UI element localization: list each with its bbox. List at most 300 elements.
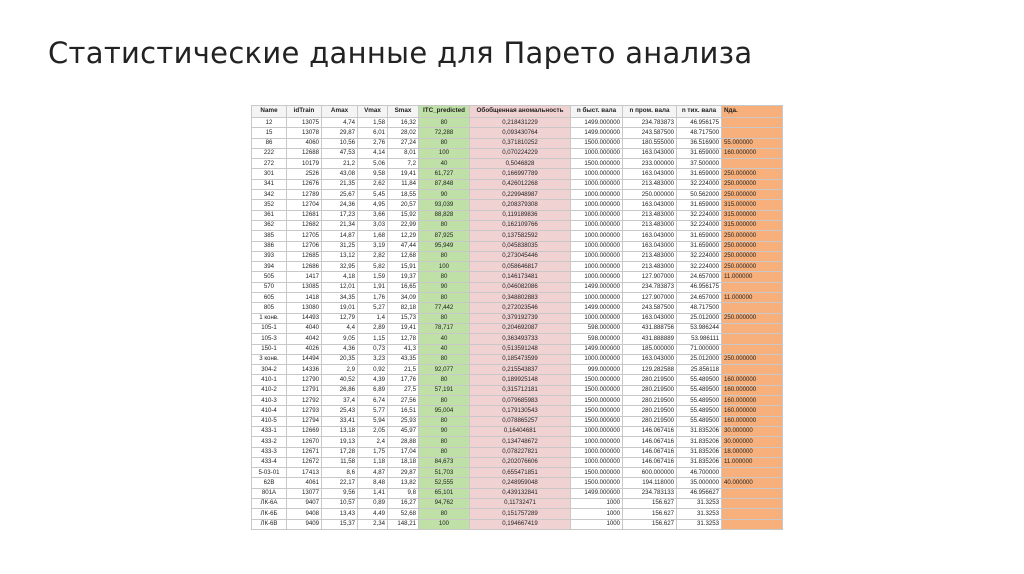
table-cell-itc-predicted: 57,191 — [419, 385, 470, 395]
table-cell-n-slow-shaft: 31.659000 — [677, 169, 722, 179]
table-row — [252, 498, 783, 508]
table-cell-n-slow-shaft: 48.717500 — [677, 303, 722, 313]
table-cell-vmax: 5,45 — [358, 190, 388, 200]
table-cell-amax: 9,05 — [322, 334, 358, 344]
table-cell-power — [722, 468, 783, 478]
table-cell-anomaly: 0,439132841 — [470, 488, 571, 498]
table-cell-smax: 15,92 — [388, 210, 419, 220]
table-cell-n-mid-shaft: 156.627 — [623, 498, 677, 508]
table-cell-n-fast-shaft: 1500.000000 — [571, 416, 623, 426]
table-cell-n-fast-shaft: 1000.000000 — [571, 251, 623, 261]
table-cell-smax: 47,44 — [388, 241, 419, 251]
table-cell-vmax: 1,58 — [358, 118, 388, 128]
table-cell-idtrain: 9409 — [287, 519, 322, 529]
table-cell-n-fast-shaft: 1000.000000 — [571, 262, 623, 272]
table-cell-power: 55.000000 — [722, 138, 783, 148]
table-cell-anomaly: 0,166997789 — [470, 169, 571, 179]
table-cell-vmax: 6,74 — [358, 396, 388, 406]
table-cell-power: 11.000000 — [722, 457, 783, 467]
table-cell-power — [722, 365, 783, 375]
table-cell-smax: 28,02 — [388, 128, 419, 138]
table-cell-amax: 26,86 — [322, 385, 358, 395]
table-cell-anomaly: 0,046082086 — [470, 282, 571, 292]
table-cell-anomaly: 0,16404681 — [470, 426, 571, 436]
table-cell-n-slow-shaft: 32.224000 — [677, 210, 722, 220]
table-cell-n-slow-shaft: 71.000000 — [677, 344, 722, 354]
table-cell-amax: 37,4 — [322, 396, 358, 406]
table-cell-name: 272 — [252, 159, 287, 169]
table-cell-anomaly: 0,363493733 — [470, 334, 571, 344]
table-cell-vmax: 2,4 — [358, 437, 388, 447]
table-cell-n-fast-shaft: 1000.000000 — [571, 210, 623, 220]
table-row — [252, 210, 783, 220]
table-cell-vmax: 3,03 — [358, 220, 388, 230]
table-cell-n-fast-shaft: 1000.000000 — [571, 241, 623, 251]
table-cell-smax: 22,99 — [388, 220, 419, 230]
table-cell-anomaly: 0,5046828 — [470, 159, 571, 169]
table-cell-n-mid-shaft: 146.067416 — [623, 447, 677, 457]
table-cell-smax: 41,3 — [388, 344, 419, 354]
table-cell-n-mid-shaft: 180.555000 — [623, 138, 677, 148]
table-cell-vmax: 2,82 — [358, 251, 388, 261]
table-cell-n-fast-shaft: 1000.000000 — [571, 293, 623, 303]
table-row — [252, 262, 783, 272]
table-cell-amax: 17,23 — [322, 210, 358, 220]
table-cell-vmax: 0,89 — [358, 498, 388, 508]
table-cell-amax: 11,58 — [322, 457, 358, 467]
table-cell-itc-predicted: 80 — [419, 354, 470, 364]
table-cell-n-fast-shaft: 999.000000 — [571, 365, 623, 375]
table-cell-power: 11.000000 — [722, 293, 783, 303]
table-cell-itc-predicted: 92,077 — [419, 365, 470, 375]
table-cell-amax: 19,13 — [322, 437, 358, 447]
table-cell-amax: 31,25 — [322, 241, 358, 251]
table-cell-anomaly: 0,229948987 — [470, 190, 571, 200]
column-header-name: Name — [252, 106, 287, 118]
table-cell-vmax: 1,41 — [358, 488, 388, 498]
table-cell-name: ЛК-6А — [252, 498, 287, 508]
table-cell-n-fast-shaft: 598.000000 — [571, 334, 623, 344]
table-row — [252, 159, 783, 169]
table-row — [252, 344, 783, 354]
table-cell-n-mid-shaft: 213.483000 — [623, 210, 677, 220]
table-cell-itc-predicted: 40 — [419, 159, 470, 169]
table-cell-n-slow-shaft: 48.717500 — [677, 128, 722, 138]
table-cell-amax: 9,56 — [322, 488, 358, 498]
table-cell-itc-predicted: 80 — [419, 447, 470, 457]
table-cell-vmax: 5,94 — [358, 416, 388, 426]
table-cell-idtrain: 4042 — [287, 334, 322, 344]
table-cell-n-mid-shaft: 600.000000 — [623, 468, 677, 478]
table-cell-smax: 29,87 — [388, 468, 419, 478]
table-cell-idtrain: 9407 — [287, 498, 322, 508]
table-row — [252, 200, 783, 210]
table-cell-n-fast-shaft: 1499.000000 — [571, 488, 623, 498]
table-cell-idtrain: 12794 — [287, 416, 322, 426]
table-cell-n-slow-shaft: 35.000000 — [677, 478, 722, 488]
table-cell-anomaly: 0,204692087 — [470, 323, 571, 333]
table-cell-itc-predicted: 80 — [419, 272, 470, 282]
table-cell-n-fast-shaft: 1000 — [571, 498, 623, 508]
column-header-amax: Amax — [322, 106, 358, 118]
table-cell-anomaly: 0,208379308 — [470, 200, 571, 210]
table-cell-name: 3 конв. — [252, 354, 287, 364]
table-cell-anomaly: 0,215543837 — [470, 365, 571, 375]
table-cell-name: 410-4 — [252, 406, 287, 416]
table-cell-n-slow-shaft: 53.986111 — [677, 334, 722, 344]
table-cell-itc-predicted: 87,925 — [419, 231, 470, 241]
table-cell-itc-predicted: 51,703 — [419, 468, 470, 478]
table-cell-smax: 82,18 — [388, 303, 419, 313]
table-cell-vmax: 1,76 — [358, 293, 388, 303]
table-row — [252, 241, 783, 251]
table-cell-vmax: 4,49 — [358, 509, 388, 519]
table-cell-n-mid-shaft: 250.000000 — [623, 190, 677, 200]
table-cell-vmax: 1,18 — [358, 457, 388, 467]
table-cell-itc-predicted: 87,848 — [419, 179, 470, 189]
table-cell-power: 315.000000 — [722, 220, 783, 230]
table-cell-power — [722, 334, 783, 344]
table-cell-vmax: 1,91 — [358, 282, 388, 292]
table-cell-power — [722, 519, 783, 529]
table-cell-n-fast-shaft: 598.000000 — [571, 323, 623, 333]
table-cell-smax: 28,88 — [388, 437, 419, 447]
table-cell-idtrain: 4026 — [287, 344, 322, 354]
table-cell-vmax: 3,19 — [358, 241, 388, 251]
table-cell-power: 315.000000 — [722, 200, 783, 210]
table-row — [252, 190, 783, 200]
table-cell-itc-predicted: 72,288 — [419, 128, 470, 138]
table-cell-n-fast-shaft: 1000 — [571, 509, 623, 519]
table-cell-n-fast-shaft: 1500.000000 — [571, 468, 623, 478]
table-row — [252, 272, 783, 282]
table-cell-n-mid-shaft: 213.483000 — [623, 179, 677, 189]
table-cell-n-slow-shaft: 31.659000 — [677, 241, 722, 251]
table-cell-n-slow-shaft: 31.659000 — [677, 148, 722, 158]
table-cell-name: 805 — [252, 303, 287, 313]
table-cell-power: 18.000000 — [722, 447, 783, 457]
table-cell-idtrain: 13080 — [287, 303, 322, 313]
table-cell-n-fast-shaft: 1000.000000 — [571, 313, 623, 323]
table-cell-power — [722, 159, 783, 169]
table-cell-amax: 40,52 — [322, 375, 358, 385]
table-cell-n-mid-shaft: 163.043000 — [623, 169, 677, 179]
table-cell-amax: 47,53 — [322, 148, 358, 158]
column-header-n-slow-shaft: n тих. вала — [677, 106, 722, 118]
table-cell-n-fast-shaft: 1499.000000 — [571, 303, 623, 313]
table-cell-amax: 4,36 — [322, 344, 358, 354]
table-cell-vmax: 4,14 — [358, 148, 388, 158]
table-cell-n-mid-shaft: 127.907000 — [623, 272, 677, 282]
table-cell-name: 1 конв. — [252, 313, 287, 323]
column-header-n-mid-shaft: n пром. вала — [623, 106, 677, 118]
table-cell-smax: 148,21 — [388, 519, 419, 529]
table-cell-n-fast-shaft: 1499.000000 — [571, 128, 623, 138]
table-cell-n-slow-shaft: 32.224000 — [677, 251, 722, 261]
table-row — [252, 468, 783, 478]
table-cell-anomaly: 0,119189836 — [470, 210, 571, 220]
table-row — [252, 437, 783, 447]
table-cell-name: 433-3 — [252, 447, 287, 457]
table-cell-idtrain: 10179 — [287, 159, 322, 169]
table-cell-n-fast-shaft: 1500.000000 — [571, 138, 623, 148]
table-cell-itc-predicted: 80 — [419, 220, 470, 230]
table-cell-power — [722, 498, 783, 508]
table-cell-n-fast-shaft: 1000.000000 — [571, 231, 623, 241]
table-cell-power — [722, 488, 783, 498]
table-cell-amax: 19,01 — [322, 303, 358, 313]
table-cell-n-slow-shaft: 31.659000 — [677, 200, 722, 210]
table-cell-n-fast-shaft: 1000 — [571, 519, 623, 529]
table-cell-name: 222 — [252, 148, 287, 158]
table-cell-n-fast-shaft: 1500.000000 — [571, 375, 623, 385]
table-cell-anomaly: 0,189925148 — [470, 375, 571, 385]
table-cell-power: 160.000000 — [722, 385, 783, 395]
table-cell-vmax: 2,62 — [358, 179, 388, 189]
table-row — [252, 457, 783, 467]
table-cell-power: 160.000000 — [722, 416, 783, 426]
table-cell-vmax: 1,75 — [358, 447, 388, 457]
table-cell-amax: 4,18 — [322, 272, 358, 282]
table-cell-power — [722, 303, 783, 313]
table-cell-vmax: 0,92 — [358, 365, 388, 375]
table-row — [252, 509, 783, 519]
table-row — [252, 251, 783, 261]
table-row — [252, 118, 783, 128]
table-cell-n-mid-shaft: 163.043000 — [623, 354, 677, 364]
column-header-idtrain: idTrain — [287, 106, 322, 118]
table-cell-itc-predicted: 95,004 — [419, 406, 470, 416]
table-row — [252, 334, 783, 344]
table-cell-name: 433-2 — [252, 437, 287, 447]
table-cell-name: 150-1 — [252, 344, 287, 354]
table-cell-power: 40.000000 — [722, 478, 783, 488]
table-cell-n-fast-shaft: 1000.000000 — [571, 220, 623, 230]
table-cell-anomaly: 0,070224229 — [470, 148, 571, 158]
table-cell-vmax: 6,89 — [358, 385, 388, 395]
table-cell-n-fast-shaft: 1000.000000 — [571, 457, 623, 467]
table-cell-n-slow-shaft: 31.835206 — [677, 457, 722, 467]
table-cell-n-slow-shaft: 25.012000 — [677, 354, 722, 364]
table-cell-itc-predicted: 40 — [419, 344, 470, 354]
table-cell-name: 801А — [252, 488, 287, 498]
table-cell-n-slow-shaft: 55.489500 — [677, 375, 722, 385]
table-cell-idtrain: 9408 — [287, 509, 322, 519]
table-cell-smax: 43,35 — [388, 354, 419, 364]
table-cell-idtrain: 1417 — [287, 272, 322, 282]
table-cell-idtrain: 12671 — [287, 447, 322, 457]
table-cell-amax: 17,28 — [322, 447, 358, 457]
table-row — [252, 426, 783, 436]
table-cell-n-mid-shaft: 213.483000 — [623, 220, 677, 230]
table-cell-n-slow-shaft: 24.657000 — [677, 272, 722, 282]
table-cell-anomaly: 0,079685983 — [470, 396, 571, 406]
table-cell-n-slow-shaft: 31.3253 — [677, 498, 722, 508]
table-cell-n-mid-shaft: 280.219500 — [623, 406, 677, 416]
table-cell-power: 250.000000 — [722, 179, 783, 189]
table-cell-smax: 12,68 — [388, 251, 419, 261]
table-cell-anomaly: 0,162109766 — [470, 220, 571, 230]
table-cell-vmax: 2,76 — [358, 138, 388, 148]
table-cell-idtrain: 12706 — [287, 241, 322, 251]
column-header-anomaly: Обобщенная аномальность — [470, 106, 571, 118]
table-cell-amax: 8,6 — [322, 468, 358, 478]
table-cell-anomaly: 0,185473599 — [470, 354, 571, 364]
table-cell-n-mid-shaft: 185.000000 — [623, 344, 677, 354]
table-cell-anomaly: 0,11732471 — [470, 498, 571, 508]
table-cell-idtrain: 13077 — [287, 488, 322, 498]
table-cell-amax: 43,08 — [322, 169, 358, 179]
table-cell-name: 394 — [252, 262, 287, 272]
table-cell-idtrain: 2526 — [287, 169, 322, 179]
table-cell-power — [722, 118, 783, 128]
table-cell-idtrain: 12676 — [287, 179, 322, 189]
table-row — [252, 179, 783, 189]
table-cell-name: 301 — [252, 169, 287, 179]
table-cell-itc-predicted: 100 — [419, 148, 470, 158]
table-cell-idtrain: 14493 — [287, 313, 322, 323]
table-cell-n-mid-shaft: 129.282588 — [623, 365, 677, 375]
column-header-n-fast-shaft: n быст. вала — [571, 106, 623, 118]
table-row — [252, 169, 783, 179]
table-cell-power: 160.000000 — [722, 148, 783, 158]
table-row — [252, 303, 783, 313]
table-cell-smax: 13,82 — [388, 478, 419, 488]
table-cell-name: 15 — [252, 128, 287, 138]
table-cell-smax: 25,93 — [388, 416, 419, 426]
table-cell-anomaly: 0,371810252 — [470, 138, 571, 148]
table-cell-anomaly: 0,348802883 — [470, 293, 571, 303]
table-cell-n-mid-shaft: 213.483000 — [623, 251, 677, 261]
table-cell-itc-predicted: 80 — [419, 437, 470, 447]
table-cell-n-slow-shaft: 31.3253 — [677, 519, 722, 529]
table-cell-n-mid-shaft: 163.043000 — [623, 200, 677, 210]
table-cell-power: 30.000000 — [722, 437, 783, 447]
table-cell-anomaly: 0,202076606 — [470, 457, 571, 467]
table-cell-n-slow-shaft: 55.489500 — [677, 396, 722, 406]
table-cell-smax: 17,76 — [388, 375, 419, 385]
table-cell-n-slow-shaft: 25.856118 — [677, 365, 722, 375]
table-row — [252, 375, 783, 385]
table-row — [252, 447, 783, 457]
table-cell-anomaly: 0,137582592 — [470, 231, 571, 241]
table-cell-idtrain: 12791 — [287, 385, 322, 395]
table-cell-itc-predicted: 80 — [419, 313, 470, 323]
table-row — [252, 293, 783, 303]
table-cell-smax: 18,18 — [388, 457, 419, 467]
column-header-vmax: Vmax — [358, 106, 388, 118]
table-cell-amax: 25,67 — [322, 190, 358, 200]
table-cell-vmax: 4,87 — [358, 468, 388, 478]
table-cell-itc-predicted: 84,673 — [419, 457, 470, 467]
table-cell-n-slow-shaft: 46.956175 — [677, 118, 722, 128]
table-cell-n-mid-shaft: 146.067416 — [623, 457, 677, 467]
table-cell-anomaly: 0,218431229 — [470, 118, 571, 128]
table-cell-amax: 12,79 — [322, 313, 358, 323]
table-cell-anomaly: 0,194667419 — [470, 519, 571, 529]
table-cell-idtrain: 14336 — [287, 365, 322, 375]
table-cell-itc-predicted: 95,949 — [419, 241, 470, 251]
table-cell-n-fast-shaft: 1500.000000 — [571, 159, 623, 169]
table-cell-vmax: 6,01 — [358, 128, 388, 138]
table-cell-idtrain: 17413 — [287, 468, 322, 478]
table-cell-name: ЛК-6Б — [252, 509, 287, 519]
table-cell-idtrain: 12672 — [287, 457, 322, 467]
table-cell-amax: 33,41 — [322, 416, 358, 426]
table-cell-anomaly: 0,315712181 — [470, 385, 571, 395]
table-cell-vmax: 4,95 — [358, 200, 388, 210]
table-cell-amax: 4,74 — [322, 118, 358, 128]
table-row — [252, 354, 783, 364]
table-cell-power — [722, 128, 783, 138]
slide-title: Статистические данные для Парето анализа — [48, 36, 753, 70]
table-cell-idtrain: 12790 — [287, 375, 322, 385]
table-cell-itc-predicted: 77,442 — [419, 303, 470, 313]
table-row — [252, 406, 783, 416]
table-cell-name: 410-2 — [252, 385, 287, 395]
table-cell-smax: 17,04 — [388, 447, 419, 457]
table-cell-power: 315.000000 — [722, 210, 783, 220]
table-cell-n-slow-shaft: 31.835206 — [677, 437, 722, 447]
table-cell-anomaly: 0,151757289 — [470, 509, 571, 519]
pareto-data-table — [251, 105, 783, 530]
table-cell-amax: 29,87 — [322, 128, 358, 138]
table-cell-n-slow-shaft: 32.224000 — [677, 179, 722, 189]
table-cell-n-fast-shaft: 1500.000000 — [571, 385, 623, 395]
table-cell-n-fast-shaft: 1000.000000 — [571, 437, 623, 447]
table-cell-n-fast-shaft: 1000.000000 — [571, 272, 623, 282]
table-cell-n-fast-shaft: 1000.000000 — [571, 447, 623, 457]
table-cell-idtrain: 4040 — [287, 323, 322, 333]
table-cell-n-slow-shaft: 24.657000 — [677, 293, 722, 303]
table-cell-name: 62В — [252, 478, 287, 488]
table-cell-amax: 10,57 — [322, 498, 358, 508]
table-cell-name: 5-03-01 — [252, 468, 287, 478]
table-cell-name: 410-5 — [252, 416, 287, 426]
table-cell-vmax: 1,15 — [358, 334, 388, 344]
table-cell-n-slow-shaft: 32.224000 — [677, 220, 722, 230]
column-header-smax: Smax — [388, 106, 419, 118]
table-cell-idtrain: 13085 — [287, 282, 322, 292]
table-cell-n-fast-shaft: 1000.000000 — [571, 169, 623, 179]
table-cell-name: 352 — [252, 200, 287, 210]
table-cell-amax: 2,9 — [322, 365, 358, 375]
table-cell-n-slow-shaft: 25.012000 — [677, 313, 722, 323]
table-cell-n-fast-shaft: 1500.000000 — [571, 396, 623, 406]
table-cell-vmax: 8,48 — [358, 478, 388, 488]
table-cell-amax: 13,12 — [322, 251, 358, 261]
table-row — [252, 231, 783, 241]
table-cell-itc-predicted: 80 — [419, 118, 470, 128]
table-cell-n-mid-shaft: 431.888889 — [623, 334, 677, 344]
table-cell-anomaly: 0,379192739 — [470, 313, 571, 323]
table-cell-idtrain: 12685 — [287, 251, 322, 261]
table-cell-n-slow-shaft: 55.489500 — [677, 385, 722, 395]
table-cell-vmax: 1,4 — [358, 313, 388, 323]
table-cell-vmax: 1,68 — [358, 231, 388, 241]
table-cell-n-mid-shaft: 280.219500 — [623, 375, 677, 385]
table-cell-vmax: 2,34 — [358, 519, 388, 529]
table-cell-power: 30.000000 — [722, 426, 783, 436]
table-cell-vmax: 2,05 — [358, 426, 388, 436]
table-cell-smax: 19,37 — [388, 272, 419, 282]
table-cell-n-fast-shaft: 1500.000000 — [571, 478, 623, 488]
table-cell-n-mid-shaft: 280.219500 — [623, 396, 677, 406]
table-cell-anomaly: 0,426012268 — [470, 179, 571, 189]
table-cell-vmax: 3,66 — [358, 210, 388, 220]
table-cell-vmax: 5,27 — [358, 303, 388, 313]
table-cell-name: ЛК-6В — [252, 519, 287, 529]
